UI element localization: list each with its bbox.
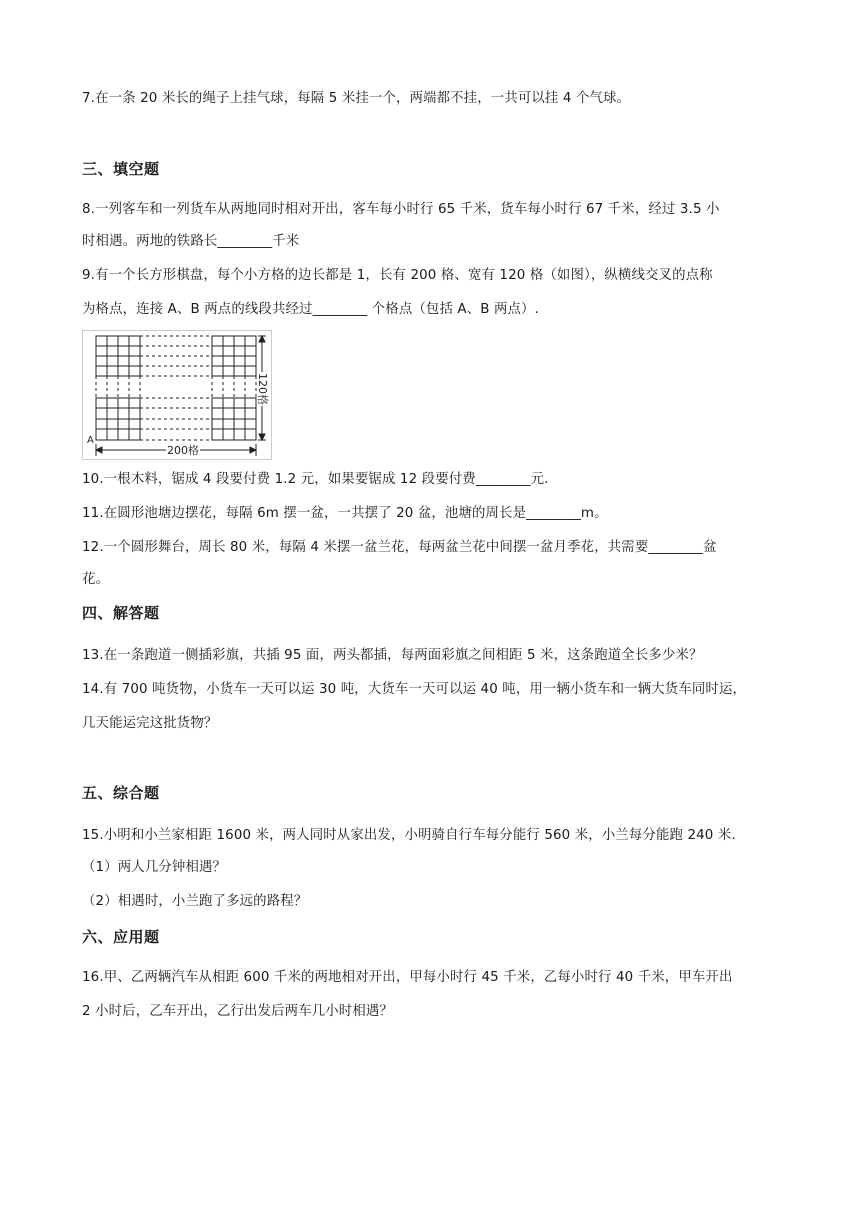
width-label: 200格 [167, 444, 199, 457]
question-16-line-1: 16.甲、乙两辆汽车从相距 600 千米的两地相对开出，甲每小时行 45 千米，乙每小时行 40 千米，甲车开出 [82, 970, 733, 985]
question-9-line-1: 9.有一个长方形棋盘，每个小方格的边长都是 1，长有 200 格、宽有 120 格（如图），纵横线交叉的点称 [82, 268, 713, 283]
question-15-part-2: （2）相遇时，小兰跑了多远的路程？ [82, 894, 308, 909]
question-8-line-2: 时相遇。两地的铁路长________千米 [82, 234, 300, 249]
question-12-line-1: 12.一个圆形舞台，周长 80 米，每隔 4 米摆一盆兰花，每两盆兰花中间摆一盆月季花，共需要________盆 [82, 540, 717, 555]
section-heading-comprehensive: 五、综合题 [82, 784, 160, 802]
question-16-line-2: 2 小时后，乙车开出，乙行出发后两车几小时相遇？ [82, 1004, 393, 1019]
question-10: 10.一根木料，锯成 4 段要付费 1.2 元，如果要锯成 12 段要付费________元. [82, 472, 549, 487]
section-heading-fill-in: 三、填空题 [82, 160, 160, 178]
question-14-line-2: 几天能运完这批货物？ [82, 716, 218, 731]
chessboard-figure [82, 330, 272, 460]
point-a-label: A [87, 435, 94, 446]
question-15-part-1: （1）两人几分钟相遇？ [82, 860, 227, 875]
question-9-line-2: 为格点，连接 A、B 两点的线段共经过________ 个格点（包括 A、B 两点）. [82, 302, 540, 317]
question-12-line-2: 花。 [82, 572, 110, 587]
question-13: 13.在一条跑道一侧插彩旗，共插 95 面，两头都插，每两面彩旗之间相距 5 米，这条跑道全长多少米？ [82, 648, 703, 663]
question-8-line-1: 8.一列客车和一列货车从两地同时相对开出，客车每小时行 65 千米，货车每小时行 67 千米，经过 3.5 小 [82, 202, 720, 217]
question-7: 7.在一条 20 米长的绳子上挂气球，每隔 5 米挂一个，两端都不挂，一共可以挂 4 个气球。 [82, 91, 631, 106]
question-15-line-1: 15.小明和小兰家相距 1600 米，两人同时从家出发，小明骑自行车每分能行 560 米，小兰每分能跑 240 米. [82, 828, 736, 843]
section-heading-application: 六、应用题 [82, 928, 160, 946]
height-label: 120格 [256, 373, 269, 405]
question-14-line-1: 14.有 700 吨货物，小货车一天可以运 30 吨，大货车一天可以运 40 吨，用一辆小货车和一辆大货车同时运， [82, 682, 747, 697]
question-11: 11.在圆形池塘边摆花，每隔 6m 摆一盆，一共摆了 20 盆，池塘的周长是________m。 [82, 506, 608, 521]
section-heading-answer: 四、解答题 [82, 604, 160, 622]
chessboard-diagram [82, 330, 272, 460]
